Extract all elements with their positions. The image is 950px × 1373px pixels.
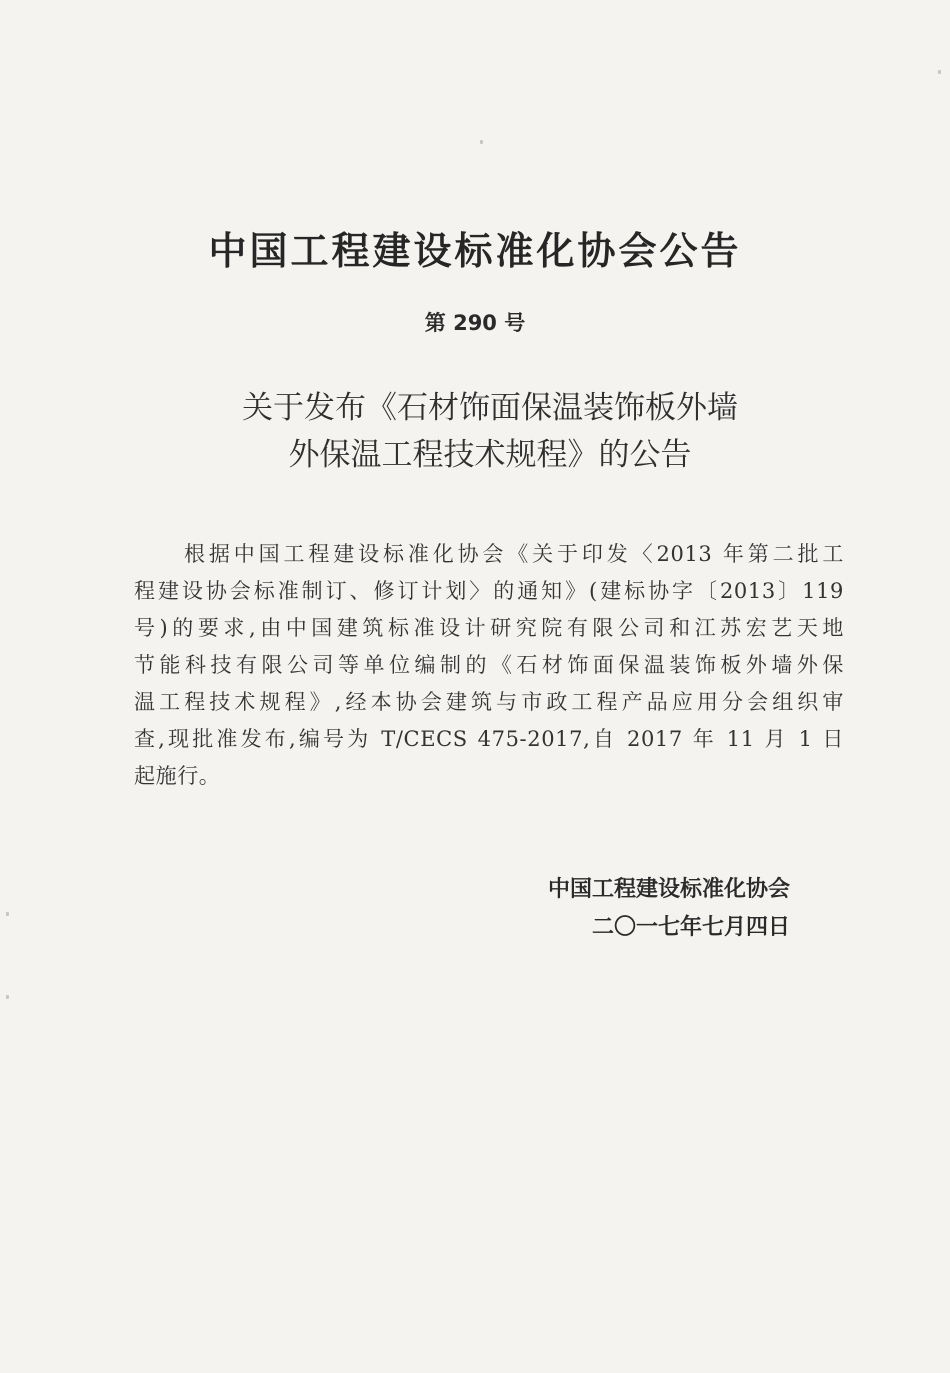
body-line-4: 节能科技有限公司等单位编制的《石材饰面保温装饰板外墙外保 — [134, 653, 844, 677]
body-line-6: 查,现批准发布,编号为 T/CECS 475-2017,自 2017 年 11 月 1 日 — [134, 727, 844, 751]
scan-speck — [938, 70, 941, 74]
subtitle-line-1: 关于发布《石材饰面保温装饰板外墙 — [242, 390, 738, 426]
scan-speck — [6, 995, 9, 999]
body-line-5: 温工程技术规程》,经本协会建筑与市政工程产品应用分会组织审 — [134, 690, 844, 714]
announcement-title: 中国工程建设标准化协会公告 — [208, 229, 742, 273]
body-line-3: 号)的要求,由中国建筑标准设计研究院有限公司和江苏宏艺天地 — [134, 616, 844, 640]
signature-date: 二〇一七年七月四日 — [591, 915, 790, 940]
body-line-2: 程建设协会标准制订、修订计划〉的通知》(建标协字〔2013〕119 — [134, 579, 844, 603]
scan-speck — [6, 912, 9, 916]
signature-organization: 中国工程建设标准化协会 — [547, 877, 790, 902]
announcement-number: 第 290 号 — [424, 311, 526, 335]
body-line-1: 根据中国工程建设标准化协会《关于印发〈2013 年第二批工 — [184, 542, 844, 566]
scan-speck — [480, 140, 483, 144]
subtitle-line-2: 外保温工程技术规程》的公告 — [288, 437, 692, 473]
body-line-7: 起施行。 — [134, 764, 221, 788]
